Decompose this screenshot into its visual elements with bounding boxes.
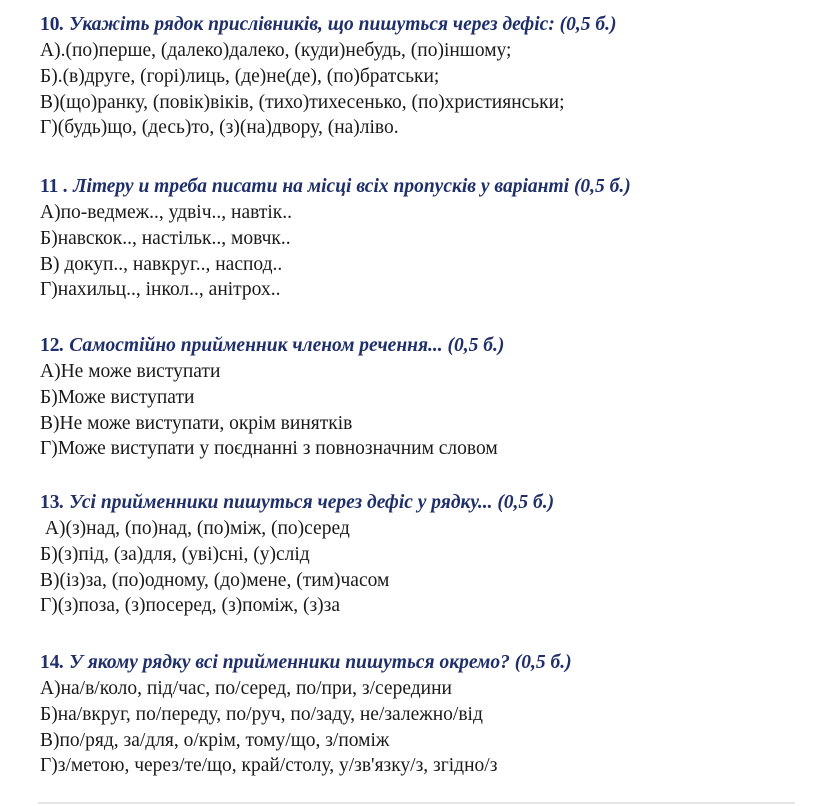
option-a: А)по-ведмеж.., удвіч.., навтік..	[40, 202, 292, 223]
question-10	[40, 12, 820, 141]
question-title	[40, 174, 820, 200]
question-13	[40, 490, 820, 619]
option-b: Б)на/вкруг, по/переду, по/руч, по/заду, не/залежно/від	[40, 703, 483, 725]
question-text: . Самостійно прийменник членом речення... (0,5 б.)	[59, 335, 505, 356]
question-number: 12	[40, 335, 60, 356]
option-a: А).(по)перше, (далеко)далеко, (куди)небудь, (по)іншому;	[40, 40, 512, 61]
question-text: . У якому рядку всі прийменники пишуться окремо? (0,5 б.)	[59, 652, 572, 673]
option-c: В)(що)ранку, (повік)віків, (тихо)тихесенько, (по)християнськи;	[40, 91, 565, 113]
question-text: . Усі прийменники пишуться через дефіс у рядку... (0,5 б.)	[59, 492, 555, 513]
option-b: Б)Може виступати	[40, 386, 195, 408]
question-title	[40, 333, 820, 359]
question-title	[40, 650, 820, 676]
question-title	[40, 12, 820, 38]
option-a: А)на/в/коло, під/час, по/серед, по/при, з/середини	[40, 678, 452, 699]
option-d: Г)(з)поза, (з)посеред, (з)поміж, (з)за	[40, 595, 341, 617]
option-b: Б)(з)під, (за)для, (уві)сні, (у)слід	[40, 543, 310, 565]
option-c: В)по/ряд, за/для, о/крім, тому/що, з/поміж	[40, 729, 390, 751]
bottom-divider	[38, 802, 795, 804]
question-text: . Літеру и треба писати на місці всіх пропусків у варіанті (0,5 б.)	[58, 176, 631, 197]
option-a: А)(з)над, (по)над, (по)між, (по)серед	[40, 518, 350, 539]
question-number: 13	[40, 492, 60, 513]
question-11	[40, 174, 820, 303]
question-text: . Укажіть рядок прислівників, що пишуться через дефіс: (0,5 б.)	[59, 14, 617, 35]
question-number: 14	[40, 652, 60, 673]
option-d: Г)з/метою, через/те/що, край/столу, у/зв'язку/з, згідно/з	[40, 755, 498, 777]
question-number: 11	[40, 176, 59, 197]
option-b: Б)навскок.., настільк.., мовчк..	[40, 227, 291, 249]
option-c: В) докуп.., навкруг.., наспод..	[40, 253, 283, 275]
option-b: Б).(в)друге, (горі)лиць, (де)не(де), (по)братськи;	[40, 65, 440, 87]
question-12	[40, 333, 820, 462]
option-d: Г)нахильц.., інкол.., анітрох..	[40, 279, 281, 301]
option-c: В)(із)за, (по)одному, (до)мене, (тим)часом	[40, 569, 390, 591]
question-14	[40, 650, 820, 779]
question-title	[40, 490, 820, 516]
question-number: 10	[40, 14, 60, 35]
option-c: В)Не може виступати, окрім винятків	[40, 412, 353, 434]
option-d: Г)Може виступати у поєднанні з повнозначним словом	[40, 438, 498, 460]
option-d: Г)(будь)що, (десь)то, (з)(на)двору, (на)ліво.	[40, 117, 399, 139]
option-a: А)Не може виступати	[40, 361, 221, 382]
